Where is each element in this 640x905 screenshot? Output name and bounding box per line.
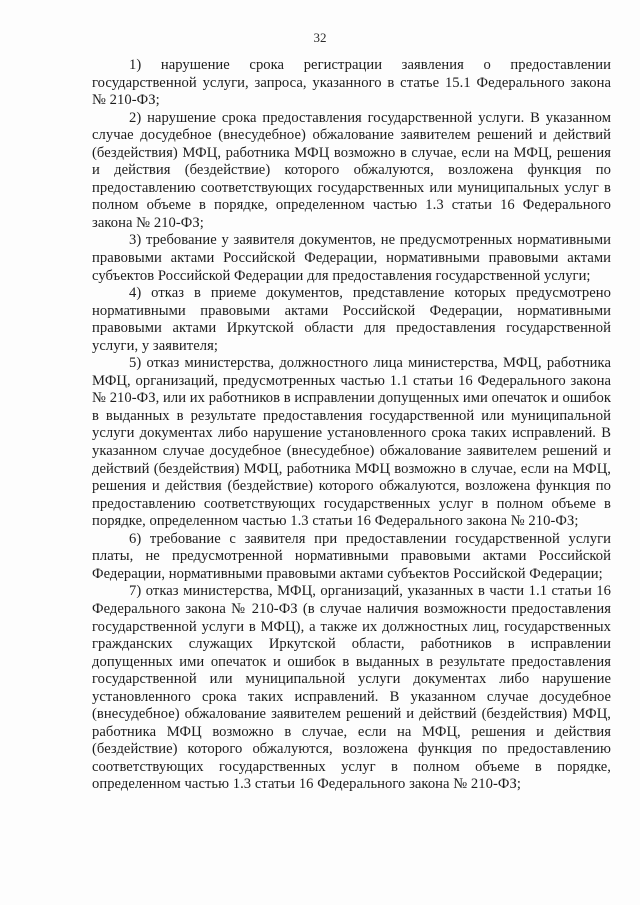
- page-number: 32: [313, 30, 327, 45]
- list-item-3: 3) требование у заявителя документов, не предусмотренных нормативными правовыми актами Российской Федерации, нормативными правовыми актами субъектов Российской Федерации для предоставления государственной услуги;: [92, 232, 611, 284]
- list-item-4: 4) отказ в приеме документов, представление которых предусмотрено нормативными правовыми актами Российской Федерации, нормативными правовыми актами Иркутской области для предоставления государственной услуги, у заявителя;: [92, 285, 611, 354]
- list-item-5: 5) отказ министерства, должностного лица министерства, МФЦ, работника МФЦ, организаций, предусмотренных частью 1.1 статьи 16 Федерального закона № 210-ФЗ, или их работников в исправлении допущенных ими опечаток и ошибок в выданных в результате предоставления государственной или муниципальной услуги документах либо нарушение установленного срока таких исправлений. В указанном случае досудебное (внесудебное) обжалование заявителем решений и действий (бездействия) МФЦ, работника МФЦ возможно в случае, если на МФЦ, решения и действия (бездействие) которого обжалуются, возложена функция по предоставлению соответствующих государственных услуг в полном объеме в порядке, определенном частью 1.3 статьи 16 Федерального закона № 210-ФЗ;: [92, 355, 611, 530]
- list-item-1: 1) нарушение срока регистрации заявления о предоставлении государственной услуги, запроса, указанного в статье 15.1 Федерального закона № 210-ФЗ;: [92, 57, 611, 109]
- list-item-6: 6) требование с заявителя при предоставлении государственной услуги платы, не предусмотренной нормативными правовыми актами Российской Федерации, нормативными правовыми актами субъектов Российской Федерации;: [92, 530, 611, 582]
- list-item-2: 2) нарушение срока предоставления государственной услуги. В указанном случае досудебное (внесудебное) обжалование заявителем решений и действий (бездействия) МФЦ, работника МФЦ возможно в случае, если на МФЦ, решения и действия (бездействие) которого обжалуются, возложена функция по предоставлению соответствующих государственных или муниципальных услуг в полном объеме в порядке, определенном частью 1.3 статьи 16 Федерального закона № 210-ФЗ;: [92, 109, 611, 231]
- document-body: [92, 57, 611, 794]
- list-item-7: 7) отказ министерства, МФЦ, организаций, указанных в части 1.1 статьи 16 Федерального закона № 210-ФЗ (в случае наличия возможности предоставления государственной услуги в МФЦ), а также их должностных лиц, государственных гражданских служащих Иркутской области, работников в исправлении допущенных ими опечаток и ошибок в выданных в результате предоставления государственной или муниципальной услуги документах либо нарушение установленного срока таких исправлений. В указанном случае досудебное (внесудебное) обжалование заявителем решений и действий (бездействия) МФЦ, работника МФЦ возможно в случае, если на МФЦ, решения и действия (бездействие) которого обжалуются, возложена функция по предоставлению соответствующих государственных услуг в полном объеме в порядке, определенном частью 1.3 статьи 16 Федерального закона № 210-ФЗ;: [92, 583, 611, 793]
